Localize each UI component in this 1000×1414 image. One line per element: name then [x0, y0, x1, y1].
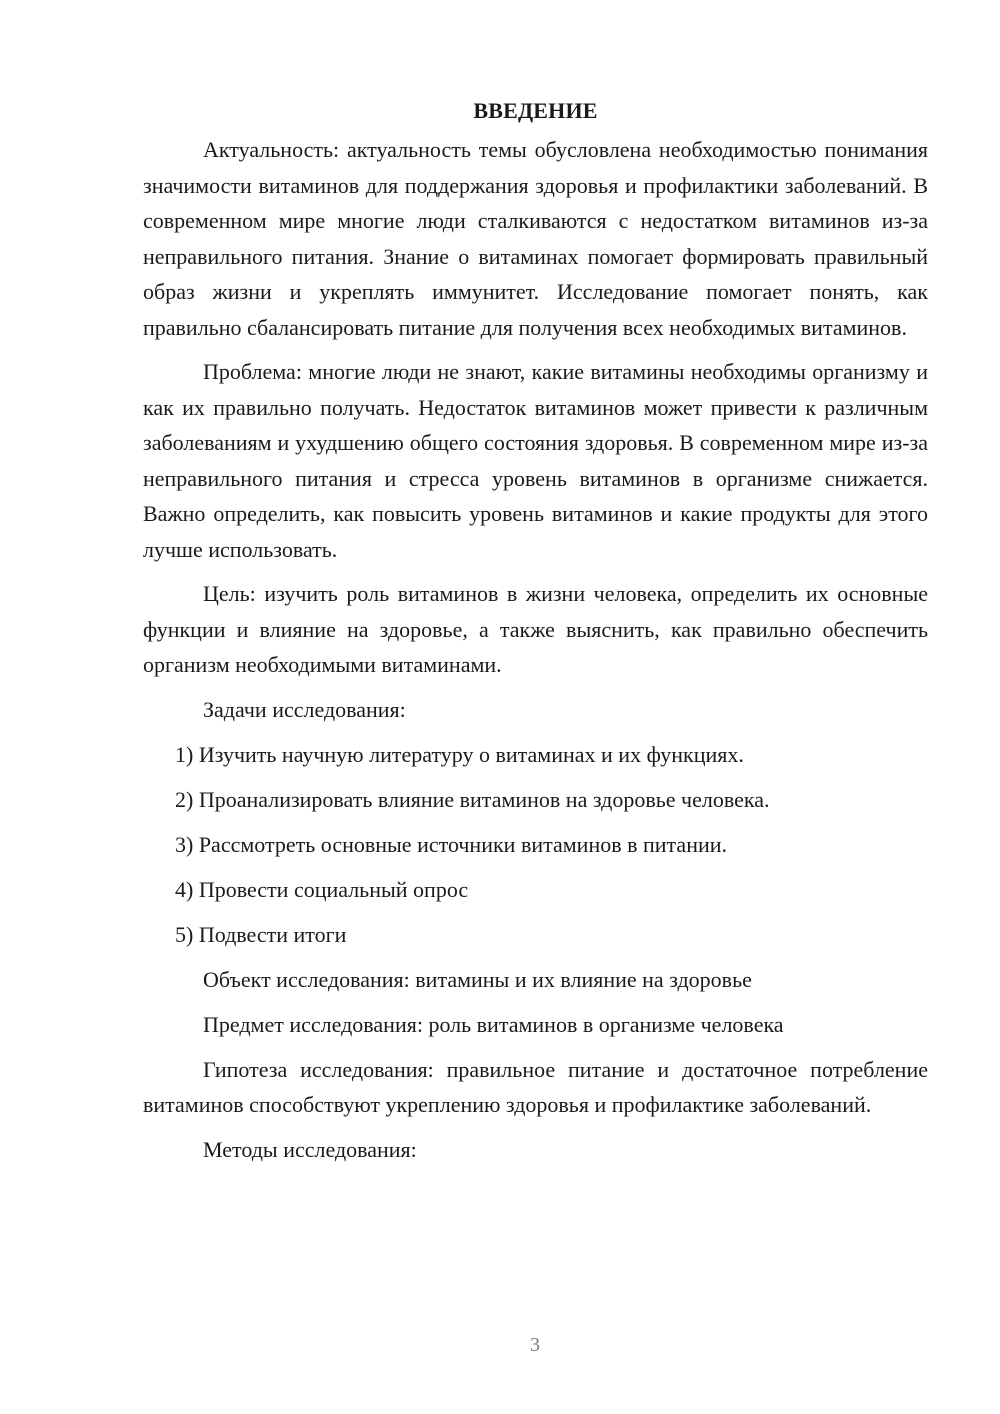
page-number: 3: [530, 1334, 540, 1356]
section-heading: ВВЕДЕНИЕ: [473, 98, 598, 123]
task-item-2: 2) Проанализировать влияние витаминов на здоровье человека.: [175, 786, 770, 812]
task-item-3: 3) Рассмотреть основные источники витаминов в питании.: [175, 831, 728, 857]
research-subject: Предмет исследования: роль витаминов в организме человека: [203, 1011, 784, 1037]
tasks-title: Задачи исследования:: [203, 696, 406, 722]
task-item-5: 5) Подвести итоги: [175, 921, 347, 947]
document-page: [143, 96, 928, 1177]
relevance-paragraph: Актуальность: актуальность темы обусловлена необходимостью понимания значимости витаминов для поддержания здоровья и профилактики заболеваний. В современном мире многие люди сталкиваются с недостатком витаминов из-за неправильного питания. Знание о витаминах помогает формировать правильный образ жизни и укреплять иммунитет. Исследование помогает понять, как правильно сбалансировать питание для получения всех необходимых витаминов.: [143, 137, 928, 340]
problem-paragraph: Проблема: многие люди не знают, какие витамины необходимы организму и как их правильно получать. Недостаток витаминов может привести к различным заболеваниям и ухудшению общего состояния здоровья. В современном мире из-за неправильного питания и стресса уровень витаминов в организме снижается. Важно определить, как повысить уровень витаминов и какие продукты для этого лучше использовать.: [143, 359, 928, 562]
task-item-1: 1) Изучить научную литературу о витаминах и их функциях.: [175, 741, 744, 767]
goal-paragraph: Цель: изучить роль витаминов в жизни человека, определить их основные функции и влияние на здоровье, а также выяснить, как правильно обеспечить организм необходимыми витаминами.: [143, 581, 928, 677]
task-item-4: 4) Провести социальный опрос: [175, 876, 469, 902]
methods-title: Методы исследования:: [203, 1136, 417, 1162]
research-object: Объект исследования: витамины и их влияние на здоровье: [203, 966, 752, 992]
hypothesis-paragraph: Гипотеза исследования: правильное питание и достаточное потребление витаминов способствуют укреплению здоровья и профилактике заболеваний.: [143, 1056, 928, 1117]
